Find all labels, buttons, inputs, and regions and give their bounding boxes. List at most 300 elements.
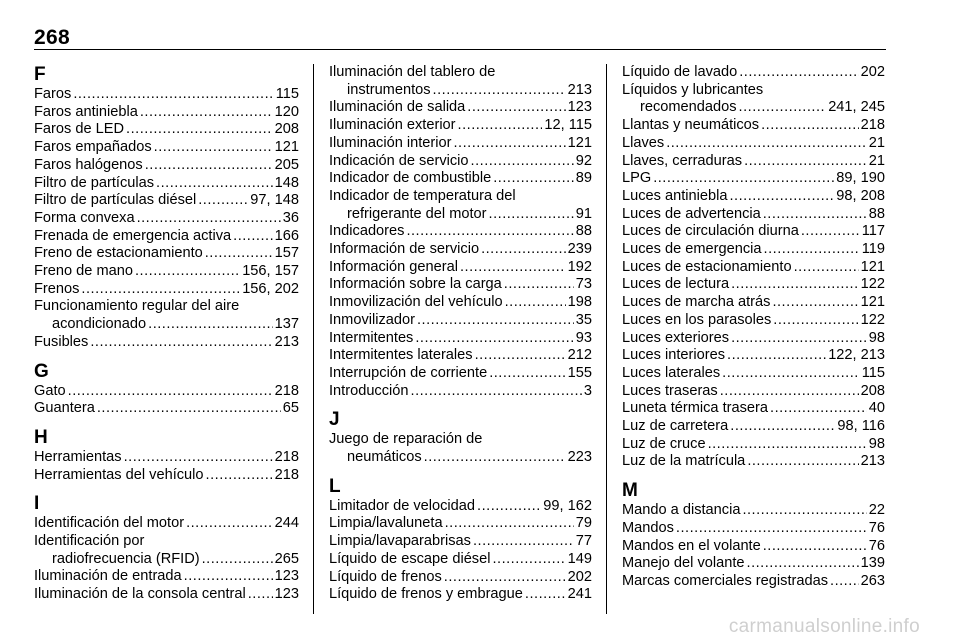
entry-line bbox=[622, 241, 885, 259]
index-entry bbox=[622, 436, 885, 454]
index-entry bbox=[622, 259, 885, 277]
entry-line bbox=[34, 334, 299, 352]
dot-leader bbox=[73, 86, 273, 104]
index-entry bbox=[329, 259, 592, 277]
entry-line bbox=[329, 82, 592, 100]
dot-leader bbox=[460, 259, 566, 277]
entry-line bbox=[34, 228, 299, 246]
entry-page: 155 bbox=[567, 364, 592, 381]
entry-text: neumáticos bbox=[347, 449, 422, 466]
entry-page: 121 bbox=[860, 258, 885, 275]
index-entry bbox=[34, 400, 299, 418]
entry-page: 88 bbox=[575, 223, 592, 240]
index-entry bbox=[329, 365, 592, 383]
entry-page: 76 bbox=[868, 537, 885, 554]
dot-leader bbox=[473, 533, 574, 551]
entry-line bbox=[622, 117, 885, 135]
dot-leader bbox=[471, 153, 574, 171]
index-entry bbox=[329, 276, 592, 294]
entry-text: Luz de la matrícula bbox=[622, 453, 746, 470]
entry-text: Marcas comerciales registradas bbox=[622, 572, 829, 589]
entry-page: 91 bbox=[575, 205, 592, 222]
column-divider bbox=[313, 64, 314, 614]
dot-leader bbox=[770, 400, 867, 418]
entry-text: Herramientas bbox=[34, 448, 122, 465]
dot-leader bbox=[830, 573, 859, 591]
entry-heading: Indicador de temperatura del bbox=[329, 187, 516, 204]
column-divider bbox=[606, 64, 607, 614]
entry-line bbox=[34, 568, 299, 586]
index-entry bbox=[622, 312, 885, 330]
index-entry bbox=[34, 263, 299, 281]
entry-text: Luces de emergencia bbox=[622, 241, 762, 258]
dot-leader bbox=[729, 188, 834, 206]
index-entry bbox=[329, 223, 592, 241]
dot-leader bbox=[411, 383, 582, 401]
section-gap bbox=[34, 352, 299, 361]
entry-page: 213 bbox=[567, 81, 592, 98]
entry-page: 12, 115 bbox=[544, 117, 592, 134]
index-entry bbox=[329, 64, 592, 99]
entry-page: 76 bbox=[868, 519, 885, 536]
entry-page: 202 bbox=[860, 64, 885, 80]
entry-text: Iluminación interior bbox=[329, 134, 452, 151]
section-gap bbox=[329, 467, 592, 476]
entry-text: Luces de estacionamiento bbox=[622, 258, 792, 275]
dot-leader bbox=[489, 365, 565, 383]
entry-text: Llaves bbox=[622, 134, 665, 151]
entry-page: 149 bbox=[567, 550, 592, 567]
entry-line bbox=[34, 157, 299, 175]
dot-leader bbox=[415, 330, 573, 348]
entry-page: 241, 245 bbox=[828, 99, 885, 116]
index-entry bbox=[329, 431, 592, 466]
index-section bbox=[34, 418, 299, 484]
index-entry bbox=[329, 586, 592, 604]
entry-page: 119 bbox=[861, 241, 885, 258]
entry-line bbox=[329, 312, 592, 330]
index-entry bbox=[329, 330, 592, 348]
index-entry bbox=[622, 538, 885, 556]
index-entry bbox=[34, 157, 299, 175]
dot-leader bbox=[406, 223, 573, 241]
entry-text: Forma convexa bbox=[34, 209, 135, 226]
entry-page: 65 bbox=[282, 400, 299, 417]
dot-leader bbox=[708, 436, 867, 454]
dot-leader bbox=[720, 383, 859, 401]
entry-line bbox=[622, 347, 885, 365]
entry-line bbox=[622, 520, 885, 538]
entry-page: 212 bbox=[567, 347, 592, 364]
entry-text: Fusibles bbox=[34, 333, 89, 350]
entry-line bbox=[34, 104, 299, 122]
entry-text: Luces de circulación diurna bbox=[622, 223, 799, 240]
dot-leader bbox=[653, 170, 834, 188]
entry-text: Introducción bbox=[329, 382, 409, 399]
entry-line bbox=[34, 175, 299, 193]
entry-page: 120 bbox=[274, 103, 299, 120]
entry-page: 121 bbox=[274, 139, 299, 156]
entry-text: Luces de marcha atrás bbox=[622, 294, 771, 311]
entry-text: Luces antiniebla bbox=[622, 187, 728, 204]
index-entry bbox=[329, 498, 592, 516]
entry-line bbox=[622, 400, 885, 418]
entry-line bbox=[34, 281, 299, 299]
entry-line bbox=[329, 383, 592, 401]
dot-leader bbox=[477, 498, 541, 516]
entry-text: Luces exteriores bbox=[622, 329, 730, 346]
dot-leader bbox=[458, 117, 543, 135]
entry-text: Intermitentes bbox=[329, 329, 414, 346]
entry-text: Faros de LED bbox=[34, 121, 125, 138]
dot-leader bbox=[81, 281, 240, 299]
entry-page: 97, 148 bbox=[250, 192, 299, 209]
entry-line bbox=[329, 206, 592, 224]
dot-leader bbox=[184, 568, 273, 586]
index-entry bbox=[622, 223, 885, 241]
entry-text: Iluminación de salida bbox=[329, 99, 466, 116]
entry-line bbox=[329, 294, 592, 312]
dot-leader bbox=[764, 241, 860, 259]
entry-line bbox=[329, 99, 592, 117]
section-letter: H bbox=[34, 426, 48, 448]
entry-page: 123 bbox=[274, 586, 299, 603]
entry-line bbox=[34, 316, 299, 334]
entry-text: acondicionado bbox=[52, 316, 147, 333]
entry-line bbox=[622, 436, 885, 454]
index-section bbox=[329, 467, 592, 604]
dot-leader bbox=[445, 515, 574, 533]
entry-line bbox=[622, 453, 885, 471]
entry-line bbox=[622, 312, 885, 330]
dot-leader bbox=[744, 153, 867, 171]
index-entry bbox=[34, 586, 299, 604]
index-entry bbox=[329, 312, 592, 330]
entry-text: Interrupción de corriente bbox=[329, 364, 488, 381]
entry-text: Luces traseras bbox=[622, 382, 718, 399]
dot-leader bbox=[135, 263, 240, 281]
entry-text: Información de servicio bbox=[329, 241, 480, 258]
index-entry bbox=[329, 99, 592, 117]
entry-page: 244 bbox=[274, 515, 299, 532]
entry-page: 148 bbox=[274, 174, 299, 191]
index-entry bbox=[622, 383, 885, 401]
entry-line bbox=[329, 551, 592, 569]
section-gap bbox=[34, 484, 299, 493]
entry-page: 218 bbox=[274, 448, 299, 465]
dot-leader bbox=[206, 467, 273, 485]
entry-page: 241 bbox=[567, 586, 592, 603]
dot-leader bbox=[731, 276, 859, 294]
entry-page: 40 bbox=[868, 400, 885, 417]
entry-page: 121 bbox=[860, 294, 885, 311]
dot-leader bbox=[730, 418, 835, 436]
entry-line bbox=[622, 502, 885, 520]
index-entry bbox=[34, 334, 299, 352]
index-entry bbox=[622, 400, 885, 418]
entry-page: 205 bbox=[274, 156, 299, 173]
dot-leader bbox=[722, 365, 860, 383]
dot-leader bbox=[742, 502, 866, 520]
entry-page: 137 bbox=[274, 316, 299, 333]
entry-text: Iluminación de entrada bbox=[34, 568, 182, 585]
entry-text: radiofrecuencia (RFID) bbox=[52, 550, 200, 567]
index-entry bbox=[34, 139, 299, 157]
entry-page: 98, 116 bbox=[837, 418, 885, 435]
dot-leader bbox=[676, 520, 867, 538]
entry-page: 218 bbox=[860, 117, 885, 134]
entry-line bbox=[622, 365, 885, 383]
entry-text: Luz de cruce bbox=[622, 435, 706, 452]
entry-text: Identificación del motor bbox=[34, 515, 185, 532]
entry-page: 123 bbox=[274, 568, 299, 585]
dot-leader bbox=[205, 245, 273, 263]
entry-text: Información general bbox=[329, 258, 458, 275]
dot-leader bbox=[444, 569, 566, 587]
entry-text: Faros bbox=[34, 86, 72, 102]
entry-line bbox=[329, 330, 592, 348]
entry-text: Gato bbox=[34, 382, 66, 399]
index-entry bbox=[34, 533, 299, 568]
index-entry bbox=[622, 206, 885, 224]
index-entry bbox=[622, 135, 885, 153]
entry-line bbox=[34, 515, 299, 533]
entry-text: Información sobre la carga bbox=[329, 276, 502, 293]
entry-page: 35 bbox=[575, 311, 592, 328]
index-entry bbox=[329, 347, 592, 365]
dot-leader bbox=[467, 99, 565, 117]
index-column-1 bbox=[34, 64, 299, 604]
index-entry bbox=[622, 347, 885, 365]
index-entry bbox=[329, 569, 592, 587]
dot-leader bbox=[417, 312, 574, 330]
entry-line bbox=[34, 586, 299, 604]
entry-page: 92 bbox=[575, 152, 592, 169]
entry-line bbox=[622, 223, 885, 241]
section-letter: L bbox=[329, 475, 341, 497]
dot-leader bbox=[525, 586, 566, 604]
entry-page: 21 bbox=[868, 134, 885, 151]
entry-page: 213 bbox=[274, 333, 299, 350]
entry-page: 93 bbox=[575, 329, 592, 346]
index-entry bbox=[34, 449, 299, 467]
entry-line bbox=[622, 99, 885, 117]
entry-line bbox=[329, 170, 592, 188]
index-entry bbox=[34, 86, 299, 104]
entry-text: Indicador de combustible bbox=[329, 170, 492, 187]
dot-leader bbox=[481, 241, 566, 259]
entry-line bbox=[329, 135, 592, 153]
index-section bbox=[622, 64, 885, 471]
entry-text: Intermitentes laterales bbox=[329, 347, 473, 364]
entry-line bbox=[329, 449, 592, 467]
dot-leader bbox=[453, 135, 565, 153]
index-entry bbox=[329, 533, 592, 551]
entry-text: Mandos en el volante bbox=[622, 537, 761, 554]
entry-line bbox=[622, 276, 885, 294]
entry-line bbox=[622, 418, 885, 436]
dot-leader bbox=[186, 515, 273, 533]
entry-text: Iluminación exterior bbox=[329, 117, 456, 134]
dot-leader bbox=[492, 551, 565, 569]
index-entry bbox=[622, 170, 885, 188]
dot-leader bbox=[739, 64, 858, 82]
index-entry bbox=[34, 228, 299, 246]
dot-leader bbox=[90, 334, 272, 352]
dot-leader bbox=[140, 104, 273, 122]
entry-heading: Funcionamiento regular del aire bbox=[34, 298, 240, 315]
entry-line bbox=[34, 139, 299, 157]
entry-line bbox=[622, 330, 885, 348]
entry-text: LPG bbox=[622, 170, 652, 187]
entry-text: Indicadores bbox=[329, 223, 405, 240]
dot-leader bbox=[747, 555, 859, 573]
entry-text: Iluminación de la consola central bbox=[34, 586, 246, 603]
entry-line bbox=[329, 586, 592, 604]
entry-line bbox=[622, 538, 885, 556]
entry-text: Llaves, cerraduras bbox=[622, 152, 743, 169]
section-letter: G bbox=[34, 360, 49, 382]
entry-heading: Juego de reparación de bbox=[329, 431, 483, 448]
section-letter: I bbox=[34, 493, 40, 515]
entry-line bbox=[622, 383, 885, 401]
dot-leader bbox=[154, 139, 273, 157]
index-entry bbox=[34, 383, 299, 401]
entry-page: 117 bbox=[861, 223, 885, 240]
entry-page: 218 bbox=[274, 466, 299, 483]
index-section bbox=[34, 352, 299, 418]
entry-page: 88 bbox=[868, 205, 885, 222]
entry-text: Faros antiniebla bbox=[34, 103, 138, 120]
index-entry bbox=[34, 281, 299, 299]
entry-text: Filtro de partículas bbox=[34, 174, 155, 191]
index-entry bbox=[622, 188, 885, 206]
entry-page: 213 bbox=[860, 453, 885, 470]
entry-line bbox=[329, 515, 592, 533]
entry-text: Luneta térmica trasera bbox=[622, 400, 769, 417]
entry-page: 22 bbox=[868, 502, 885, 519]
entry-page: 157 bbox=[274, 245, 299, 262]
entry-line bbox=[622, 170, 885, 188]
entry-text: Luces de lectura bbox=[622, 276, 730, 293]
dot-leader bbox=[156, 175, 273, 193]
index-entry bbox=[34, 245, 299, 263]
entry-line bbox=[329, 365, 592, 383]
index-entry bbox=[622, 117, 885, 135]
entry-line bbox=[329, 276, 592, 294]
index-entry bbox=[622, 365, 885, 383]
entry-line bbox=[34, 400, 299, 418]
entry-line bbox=[622, 555, 885, 573]
index-entry bbox=[622, 555, 885, 573]
entry-page: 73 bbox=[575, 276, 592, 293]
entry-line bbox=[34, 121, 299, 139]
entry-line bbox=[622, 188, 885, 206]
entry-text: Líquido de escape diésel bbox=[329, 550, 491, 567]
index-entry bbox=[329, 170, 592, 188]
entry-text: Faros empañados bbox=[34, 139, 152, 156]
entry-page: 122 bbox=[860, 311, 885, 328]
dot-leader bbox=[731, 330, 867, 348]
entry-line bbox=[622, 153, 885, 171]
index-column-3 bbox=[622, 64, 885, 591]
entry-line bbox=[329, 223, 592, 241]
entry-text: Guantera bbox=[34, 400, 95, 417]
entry-page: 77 bbox=[575, 533, 592, 550]
entry-page: 263 bbox=[860, 572, 885, 589]
entry-page: 36 bbox=[282, 209, 299, 226]
page-number: 268 bbox=[34, 26, 70, 49]
dot-leader bbox=[727, 347, 826, 365]
index-entry bbox=[622, 418, 885, 436]
entry-line bbox=[329, 533, 592, 551]
entry-line bbox=[329, 259, 592, 277]
dot-leader bbox=[794, 259, 859, 277]
entry-text: refrigerante del motor bbox=[347, 205, 487, 222]
entry-page: 192 bbox=[567, 258, 592, 275]
dot-leader bbox=[763, 538, 867, 556]
entry-page: 98, 208 bbox=[836, 187, 885, 204]
index-entry bbox=[329, 383, 592, 401]
entry-text: Luces en los parasoles bbox=[622, 311, 772, 328]
entry-text: Luces de advertencia bbox=[622, 205, 761, 222]
dot-leader bbox=[772, 294, 858, 312]
watermark: carmanualsonline.info bbox=[728, 616, 920, 637]
entry-page: 98 bbox=[868, 435, 885, 452]
dot-leader bbox=[739, 99, 827, 117]
entry-page: 156, 157 bbox=[242, 263, 299, 280]
index-entry bbox=[329, 153, 592, 171]
entry-page: 3 bbox=[583, 382, 592, 399]
index-entry bbox=[329, 135, 592, 153]
section-gap bbox=[329, 400, 592, 409]
entry-line bbox=[329, 347, 592, 365]
dot-leader bbox=[763, 206, 867, 224]
entry-page: 89 bbox=[575, 170, 592, 187]
index-entry bbox=[329, 551, 592, 569]
entry-text: Frenada de emergencia activa bbox=[34, 227, 232, 244]
entry-page: 208 bbox=[860, 382, 885, 399]
index-entry bbox=[329, 188, 592, 223]
entry-text: Luz de carretera bbox=[622, 418, 729, 435]
section-letter: M bbox=[622, 480, 638, 502]
index-entry bbox=[34, 298, 299, 333]
index-column-2 bbox=[329, 64, 592, 604]
dot-leader bbox=[202, 551, 273, 569]
entry-heading: Identificación por bbox=[34, 533, 145, 550]
index-entry bbox=[34, 192, 299, 210]
entry-line bbox=[622, 259, 885, 277]
entry-line bbox=[34, 192, 299, 210]
entry-text: Luces laterales bbox=[622, 364, 721, 381]
entry-heading: Iluminación del tablero de bbox=[329, 64, 496, 80]
entry-text: Manejo del volante bbox=[622, 555, 745, 572]
dot-leader bbox=[747, 453, 858, 471]
entry-page: 122 bbox=[860, 276, 885, 293]
entry-text: Herramientas del vehículo bbox=[34, 466, 204, 483]
dot-leader bbox=[97, 400, 281, 418]
entry-line bbox=[329, 569, 592, 587]
index-entry bbox=[329, 515, 592, 533]
dot-leader bbox=[489, 206, 574, 224]
entry-text: Limitador de velocidad bbox=[329, 497, 476, 514]
entry-text: Freno de estacionamiento bbox=[34, 245, 203, 262]
entry-text: Frenos bbox=[34, 280, 80, 297]
index-entry bbox=[622, 573, 885, 591]
entry-text: Mandos bbox=[622, 519, 674, 536]
entry-page: 79 bbox=[575, 515, 592, 532]
dot-leader bbox=[424, 449, 566, 467]
